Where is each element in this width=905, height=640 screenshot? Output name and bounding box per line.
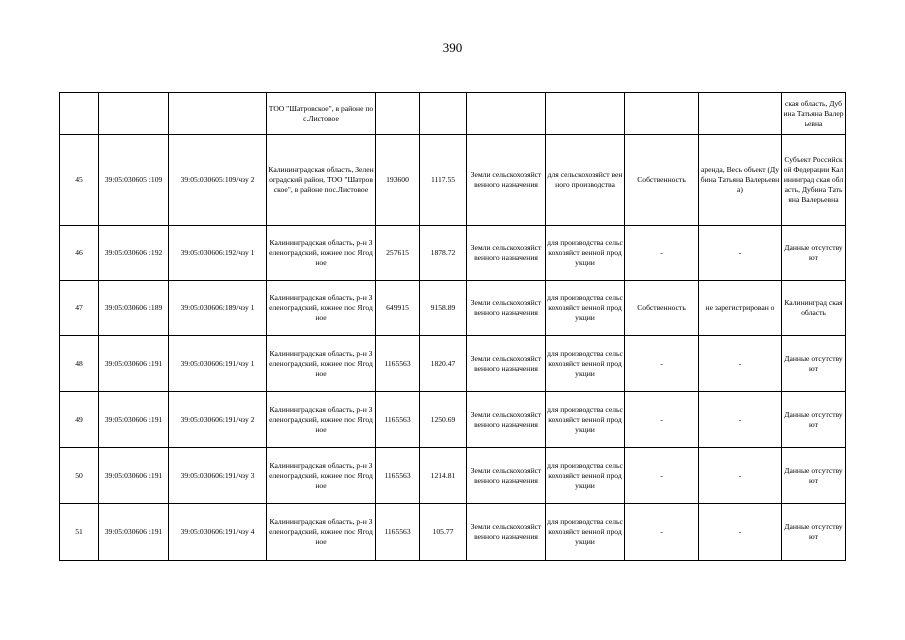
cell-cadastral-number: 39:05:030606 :191 [99,448,169,504]
cell-number: 48 [60,336,99,392]
cell-holder: Данные отсутствуют [782,448,846,504]
table-row [60,336,846,392]
cell-category [467,93,546,135]
cell-encumbrance: - [699,448,782,504]
cell-number: 47 [60,281,99,336]
cell-part-number: 39:05:030606:191/чзу 4 [169,504,267,561]
cell-value-2: 1820.47 [420,336,467,392]
cell-encumbrance: - [699,392,782,448]
cell-address: Калининградская область, р-н Зеленоградский, южнее пос Ягодное [267,226,376,281]
cell-right-type: - [625,226,699,281]
cell-encumbrance: - [699,336,782,392]
cell-part-number: 39:05:030606:191/чзу 3 [169,448,267,504]
cell-part-number: 39:05:030606:191/чзу 2 [169,392,267,448]
cell-address: Калининградская область, р-н Зеленоградский, южнее пос Ягодное [267,336,376,392]
cell-address: Калининградская область, р-н Зеленоградский, южнее пос Ягодное [267,281,376,336]
cell-right-type: Собственность [625,135,699,226]
cell-value-2: 105.77 [420,504,467,561]
cell-value-1: 257615 [376,226,420,281]
cell-cadastral-number [99,93,169,135]
cell-holder: ская область, Дубина Татьяна Валерьевна [782,93,846,135]
cell-right-type: Собственность [625,281,699,336]
cell-permitted-use: для производства сельскохозяйст венной продукции [546,504,625,561]
cell-address: Калининградская область, р-н Зеленоградский, южнее пос Ягодное [267,392,376,448]
cell-right-type [625,93,699,135]
cell-holder: Данные отсутствуют [782,392,846,448]
cell-right-type: - [625,336,699,392]
cell-number: 45 [60,135,99,226]
cell-cadastral-number: 39:05:030606 :191 [99,336,169,392]
cell-category: Земли сельскохозяйст венного назначения [467,281,546,336]
cell-holder: Данные отсутствуют [782,226,846,281]
cell-encumbrance: не зарегистрирован о [699,281,782,336]
cell-permitted-use: для производства сельскохозяйст венной продукции [546,448,625,504]
cell-permitted-use: для сельскохозяйст венного производства [546,135,625,226]
cell-value-1: 193600 [376,135,420,226]
cell-permitted-use: для производства сельскохозяйст венной продукции [546,336,625,392]
cell-number: 50 [60,448,99,504]
cell-permitted-use: для производства сельскохозяйст венной продукции [546,281,625,336]
cell-address: Калининградская область, Зеленоградский район, ТОО "Шатровское", в районе пос.Листовое [267,135,376,226]
cell-address: ТОО "Шатровское", в районе пос.Листовое [267,93,376,135]
cell-category: Земли сельскохозяйст венного назначения [467,504,546,561]
cell-value-1: 1165563 [376,504,420,561]
cell-value-2: 1117.55 [420,135,467,226]
cell-cadastral-number: 39:05:030606 :191 [99,504,169,561]
cell-permitted-use: для производства сельскохозяйст венной продукции [546,392,625,448]
cell-holder: Калининград ская область [782,281,846,336]
cell-category: Земли сельскохозяйст венного назначения [467,392,546,448]
cell-number: 49 [60,392,99,448]
table-row [60,226,846,281]
table-row [60,135,846,226]
cell-encumbrance [699,93,782,135]
cell-number [60,93,99,135]
cell-value-1: 649915 [376,281,420,336]
cell-encumbrance: - [699,504,782,561]
cell-right-type: - [625,504,699,561]
cell-value-2: 1878.72 [420,226,467,281]
cell-number: 51 [60,504,99,561]
cell-category: Земли сельскохозяйст венного назначения [467,226,546,281]
cell-value-1: 1165563 [376,336,420,392]
cell-number: 46 [60,226,99,281]
cell-category: Земли сельскохозяйст венного назначения [467,135,546,226]
cell-holder: Субъект Российской Федерации Калининград ская область, Дубина Татьяна Валерьевна [782,135,846,226]
cell-encumbrance: - [699,226,782,281]
table-row [60,392,846,448]
cell-address: Калининградская область, р-н Зеленоградский, южнее пос Ягодное [267,504,376,561]
cell-value-2: 1214.81 [420,448,467,504]
cell-category: Земли сельскохозяйст венного назначения [467,448,546,504]
cell-address: Калининградская область, р-н Зеленоградский, южнее пос Ягодное [267,448,376,504]
cell-value-2: 1250.69 [420,392,467,448]
cell-holder: Данные отсутствуют [782,504,846,561]
cell-right-type: - [625,392,699,448]
table-row [60,281,846,336]
cell-holder: Данные отсутствуют [782,336,846,392]
cell-cadastral-number: 39:05:030606 :192 [99,226,169,281]
table-row-continued [60,93,846,135]
cell-cadastral-number: 39:05:030606 :191 [99,392,169,448]
cell-part-number: 39:05:030606:191/чзу 1 [169,336,267,392]
land-plots-table [59,92,846,561]
cell-encumbrance: аренда, Весь объект (Дубина Татьяна Валерьевна) [699,135,782,226]
cell-part-number: 39:05:030606:189/чзу 1 [169,281,267,336]
cell-permitted-use: для производства сельскохозяйст венной продукции [546,226,625,281]
cell-value-1: 1165563 [376,392,420,448]
page-number: 390 [442,40,463,55]
table-row [60,504,846,561]
cell-value-1 [376,93,420,135]
cell-right-type: - [625,448,699,504]
cell-value-1: 1165563 [376,448,420,504]
cell-value-2 [420,93,467,135]
cell-part-number: 39:05:030606:192/чзу 1 [169,226,267,281]
cell-category: Земли сельскохозяйст венного назначения [467,336,546,392]
cell-permitted-use [546,93,625,135]
cell-cadastral-number: 39:05:030606 :189 [99,281,169,336]
cell-part-number: 39:05:030605:109/чзу 2 [169,135,267,226]
cell-value-2: 9158.89 [420,281,467,336]
cell-part-number [169,93,267,135]
table-row [60,448,846,504]
cell-cadastral-number: 39:05:030605 :109 [99,135,169,226]
